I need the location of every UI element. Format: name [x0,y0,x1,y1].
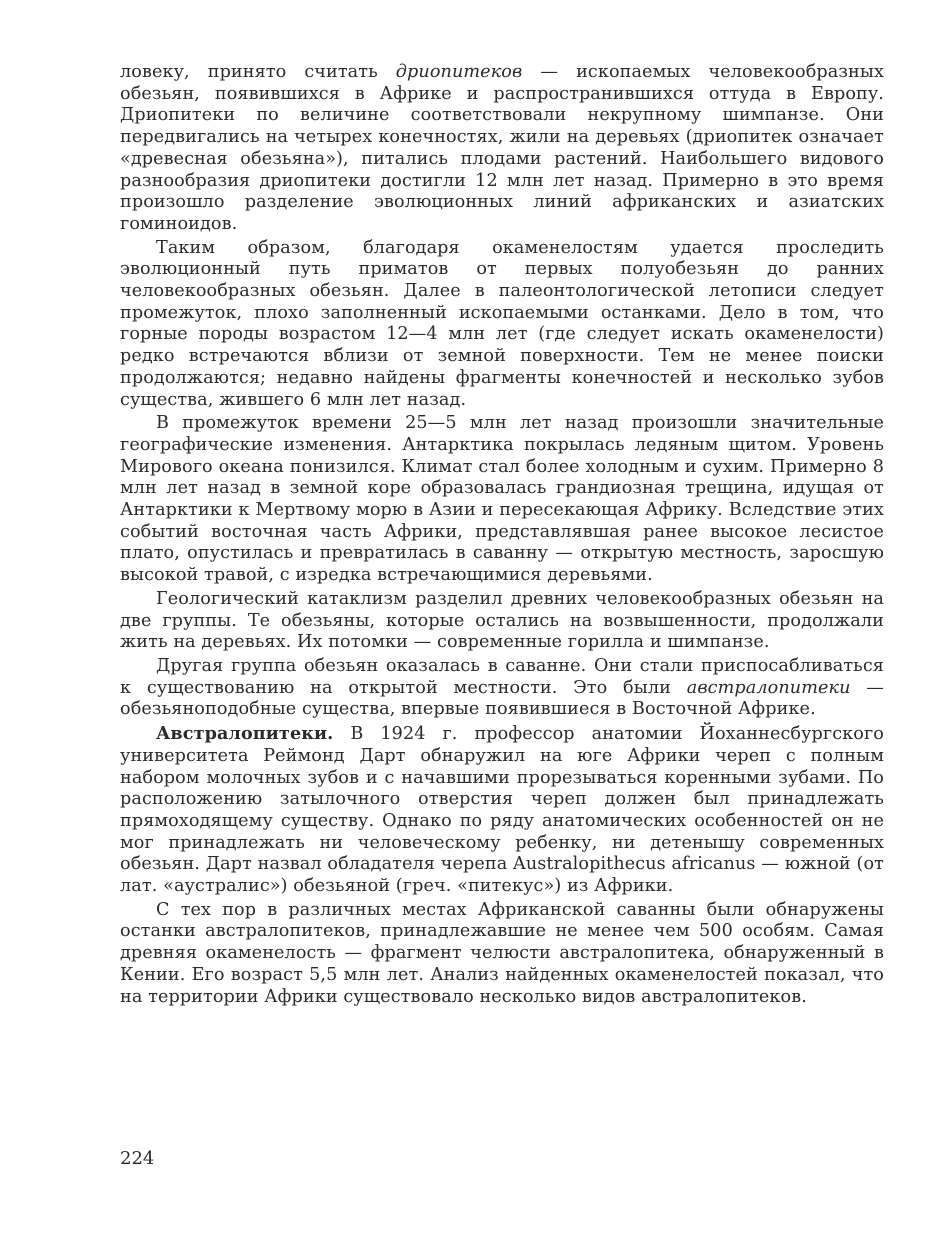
text-segment: В 1924 г. профессор анатомии Йоханнесбургского университета Реймонд Дарт обнаружил на юге Африки череп с полным набором молочных зубов и с начавшими прорезываться коренными зубами. По расположению затылочного отверстия череп должен был принадлежать прямоходящему существу. Однако по ряду анатомических особенностей он не мог принадлежать ни человеческому ребенку, ни детенышу современных обезьян. Дарт назвал обладателя черепа Australopithecus africanus — южной (от лат. «аустралис») обезьяной (греч. «питекус») из Африки. [120,724,884,897]
text-segment: В промежуток времени 25—5 млн лет назад произошли значительные географические изменения. Антарктика покрылась ледяным щитом. Уровень Мирового океана понизился. Климат стал более холодным и сухим. Примерно 8 млн лет назад в земной коре образовалась грандиозная трещина, идущая от Антарктики к Мертвому морю в Азии и пересекающая Африку. Вследствие этих событий восточная часть Африки, представлявшая ранее высокое лесистое плато, опустилась и превратилась в саванну — открытую местность, заросшую высокой травой, с изредка встречающимися деревьями. [120,413,884,586]
text-segment: ловеку, принято считать [120,62,396,82]
text-segment: — обезьяноподобные существа, впервые появившиеся в Восточной Африке. [120,677,885,720]
text-segment: С тех пор в различных местах Африканской саванны были обнаружены останки австралопитеков, принадлежавшие не менее чем 500 особям. Самая древняя окаменелость — фрагмент челюсти австралопитека, обнаруженный в Кении. Его возраст 5,5 млн лет. Анализ найденных окаменелостей показал, что на территории Африки существовало несколько видов австралопитеков. [120,899,884,1007]
page-text [120,62,884,1008]
text-segment: Другая группа обезьян оказалась в саванне. Они стали приспосабливаться к существованию на открытой местности. Это были [120,655,884,698]
term-dryopithecus: дриопитеков [395,62,523,82]
paragraph-savanna-group [120,656,884,721]
paragraph-australopithecus-heading [120,723,884,898]
paragraph-findings [120,900,884,1009]
text-segment: — ископаемых человекообразных обезьян, появившихся в Африке и распространившихся оттуда в Европу. Дриопитеки по величине соответствовали некрупному шимпанзе. Они передвигались на четырех конечностях, жили на деревьях (дриопитек означает «древесная обезьяна»), питались плодами растений. Наибольшего видового разнообразия дриопитеки достигли 12 млн лет назад. Примерно в это время произошло разделение эволюционных линий африканских и азиатских гоминоидов. [120,62,884,234]
text-segment: Геологический катаклизм разделил древних человекообразных обезьян на две группы. Те обезьяны, которые остались на возвышенности, продолжали жить на деревьях. Их потомки — современные горилла и шимпанзе. [120,588,884,653]
term-australopithecus: австралопитеки [686,677,851,698]
page-number: 224 [120,1148,155,1169]
paragraph-cataclysm [120,589,884,654]
text-segment: Таким образом, благодаря окаменелостям удается проследить эволюционный путь приматов от первых полуобезьян до ранних человекообразных обезьян. Далее в палеонтологической летописи следует промежуток, плохо заполненный ископаемыми останками. Дело в том, что горные породы возрастом 12—4 млн лет (где следует искать окаменелости) редко встречаются вблизи от земной поверхности. Тем не менее поиски продолжаются; недавно найдены фрагменты конечностей и несколько зубов существа, жившего 6 млн лет назад. [120,237,884,410]
paragraph-geographic-changes [120,413,884,587]
section-heading: Австралопитеки. [156,723,334,745]
paragraph-evolution-path [120,238,884,412]
paragraph-dryopithecus [120,62,884,236]
